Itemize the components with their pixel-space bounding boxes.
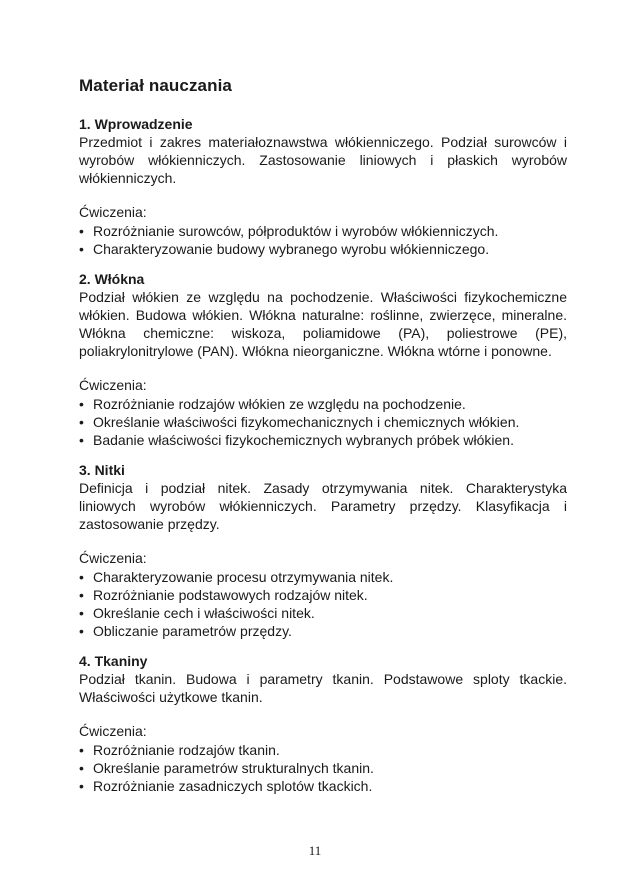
exercise-item: • Rozróżnianie rodzajów tkanin. — [79, 741, 567, 759]
exercises-list — [79, 741, 567, 795]
exercise-item: • Rozróżnianie surowców, półproduktów i wyrobów włókienniczych. — [79, 222, 567, 240]
exercise-item: • Rozróżnianie rodzajów włókien ze względu na pochodzenie. — [79, 395, 567, 413]
section-tkaniny — [79, 652, 567, 795]
exercise-item: • Rozróżnianie zasadniczych splotów tkackich. — [79, 777, 567, 795]
exercise-item: • Określanie cech i właściwości nitek. — [79, 604, 567, 622]
exercise-item: • Określanie parametrów strukturalnych tkanin. — [79, 759, 567, 777]
exercises-label: Ćwiczenia: — [79, 377, 147, 393]
section-wlokna — [79, 270, 567, 449]
page-title: Materiał nauczania — [79, 76, 232, 95]
exercise-item: • Obliczanie parametrów przędzy. — [79, 622, 567, 640]
section-body: Podział włókien ze względu na pochodzenie. Właściwości fizykochemiczne włókien. Budowa włókien. Włókna naturalne: roślinne, zwierzęce, mineralne. Włókna chemiczne: wiskoza, poliamidowe (PA), poliestrowe (PE), poliakrylonitrylowe (PAN). Włókna nieorganiczne. Włókna wtórne i ponowne. — [79, 289, 567, 359]
section-heading: 1. Wprowadzenie — [79, 116, 193, 132]
section-heading: 2. Włókna — [79, 271, 145, 287]
page-number: 11 — [308, 843, 322, 858]
section-body: Definicja i podział nitek. Zasady otrzymywania nitek. Charakterystyka liniowych wyrobów włókienniczych. Parametry przędzy. Klasyfikacja i zastosowanie przędzy. — [79, 480, 567, 532]
exercises-label: Ćwiczenia: — [79, 204, 147, 220]
exercise-item: • Charakteryzowanie budowy wybranego wyrobu włókienniczego. — [79, 240, 567, 258]
section-heading: 4. Tkaniny — [79, 653, 148, 669]
exercise-item: • Badanie właściwości fizykochemicznych wybranych próbek włókien. — [79, 431, 567, 449]
section-body: Podział tkanin. Budowa i parametry tkanin. Podstawowe sploty tkackie. Właściwości użytkowe tkanin. — [79, 671, 567, 705]
exercises-list — [79, 568, 567, 640]
section-body: Przedmiot i zakres materiałoznawstwa włókienniczego. Podział surowców i wyrobów włókienniczych. Zastosowanie liniowych i płaskich wyrobów włókienniczych. — [79, 134, 567, 186]
exercises-label: Ćwiczenia: — [79, 550, 147, 566]
exercise-item: • Rozróżnianie podstawowych rodzajów nitek. — [79, 586, 567, 604]
section-wprowadzenie — [79, 115, 567, 258]
page-content — [79, 76, 567, 807]
exercises-label: Ćwiczenia: — [79, 723, 147, 739]
exercises-list — [79, 395, 567, 449]
section-nitki — [79, 461, 567, 640]
exercise-item: • Charakteryzowanie procesu otrzymywania nitek. — [79, 568, 567, 586]
exercises-list — [79, 222, 567, 258]
section-heading: 3. Nitki — [79, 462, 125, 478]
exercise-item: • Określanie właściwości fizykomechanicznych i chemicznych włókien. — [79, 413, 567, 431]
